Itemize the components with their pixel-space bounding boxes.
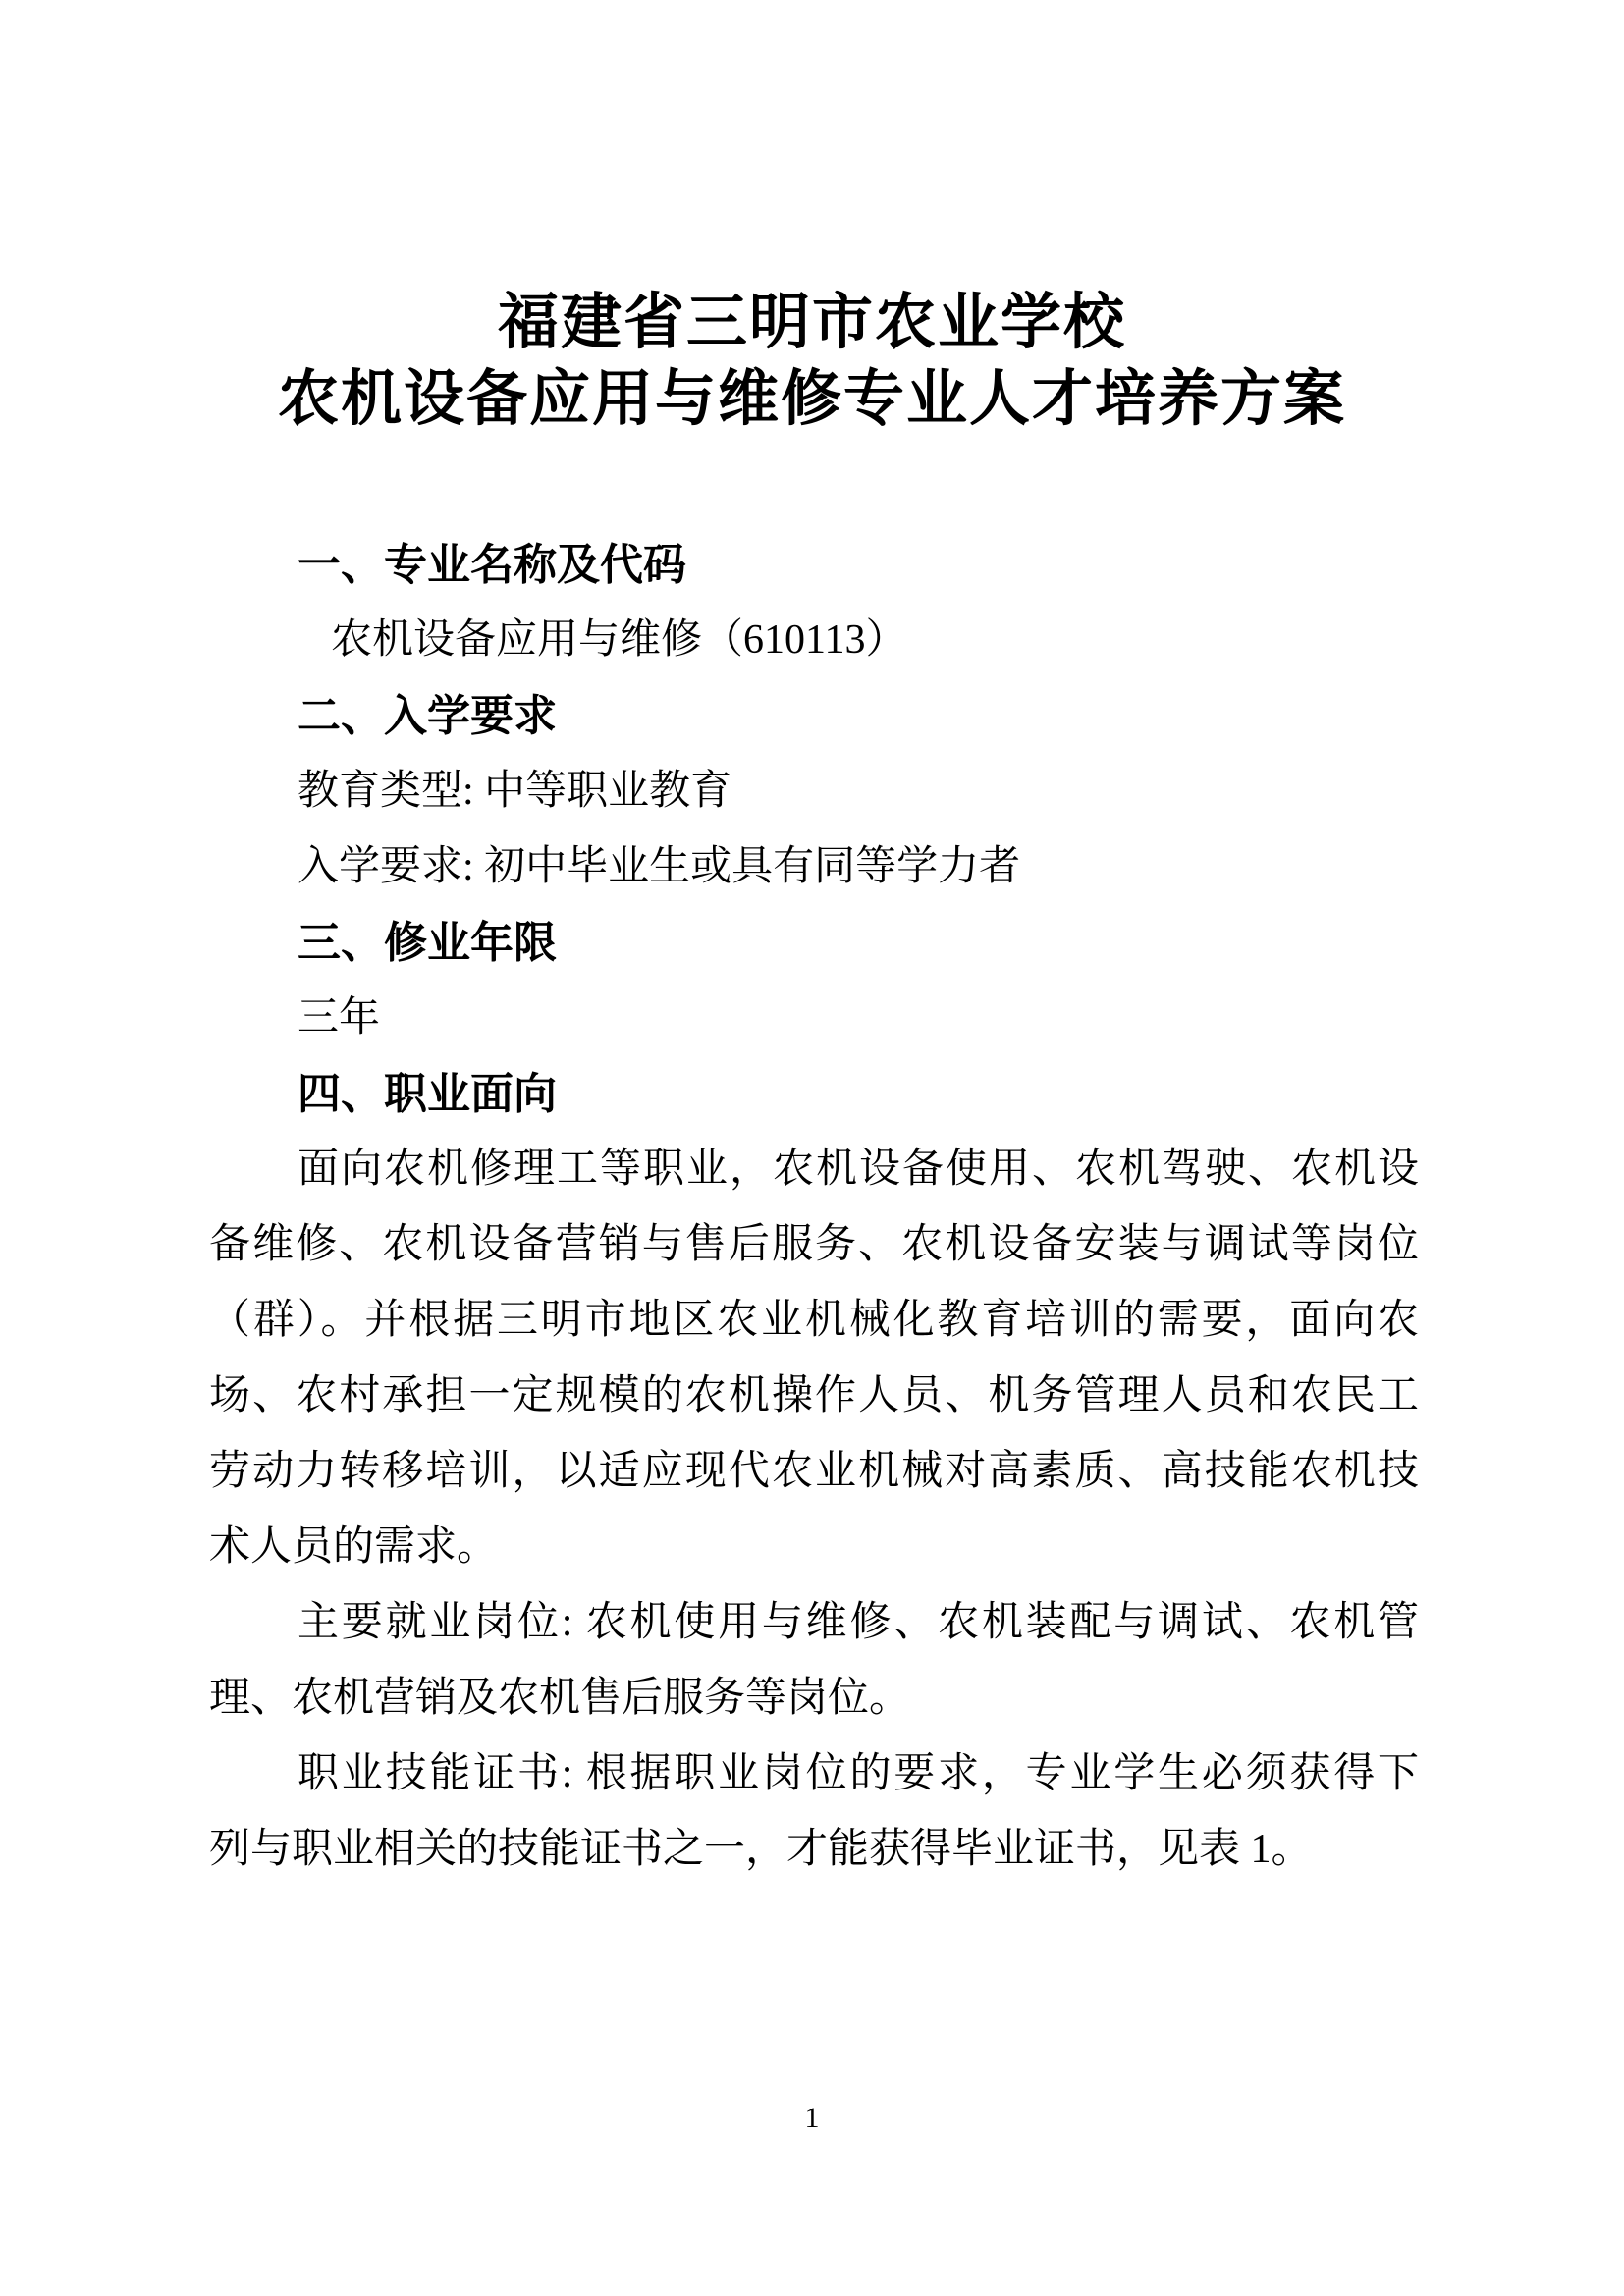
body-line: 主要就业岗位: 农机使用与维修、农机装配与调试、农机管 <box>298 1600 1419 1645</box>
education-type-line: 教育类型: 中等职业教育 <box>298 769 732 814</box>
major-name-code-line: 农机设备应用与维修（610113） <box>331 617 907 663</box>
study-duration-line: 三年 <box>298 995 381 1041</box>
document-title <box>0 285 1624 438</box>
page-number: 1 <box>804 2102 820 2134</box>
title-line-2: 农机设备应用与维修专业人才培养方案 <box>277 366 1346 433</box>
section-heading-major-name-code: 一、专业名称及代码 <box>298 541 686 589</box>
body-line: （群）。并根据三明市地区农业机械化教育培训的需要，面向农 <box>209 1298 1419 1343</box>
body-line: 术人员的需求。 <box>209 1524 499 1570</box>
body-line: 劳动力转移培训，以适应现代农业机械对高素质、高技能农机技 <box>209 1449 1419 1494</box>
section-heading-career-orientation: 四、职业面向 <box>298 1070 557 1118</box>
section-heading-study-duration: 三、修业年限 <box>298 919 557 967</box>
title-line-1: 福建省三明市农业学校 <box>497 290 1126 356</box>
body-line: 职业技能证书: 根据职业岗位的要求，专业学生必须获得下 <box>298 1751 1419 1796</box>
body-line: 列与职业相关的技能证书之一，才能获得毕业证书，见表 1。 <box>209 1827 1313 1872</box>
document-body <box>209 527 1419 1888</box>
body-line: 理、农机营销及农机售后服务等岗位。 <box>209 1676 911 1721</box>
body-line: 场、农村承担一定规模的农机操作人员、机务管理人员和农民工 <box>209 1373 1419 1418</box>
admission-requirement-line: 入学要求: 初中毕业生或具有同等学力者 <box>298 844 1021 889</box>
section-heading-admission-requirements: 二、入学要求 <box>298 692 557 740</box>
body-line: 备维修、农机设备营销与售后服务、农机设备安装与调试等岗位 <box>209 1222 1419 1267</box>
body-line: 面向农机修理工等职业，农机设备使用、农机驾驶、农机设 <box>298 1147 1419 1192</box>
